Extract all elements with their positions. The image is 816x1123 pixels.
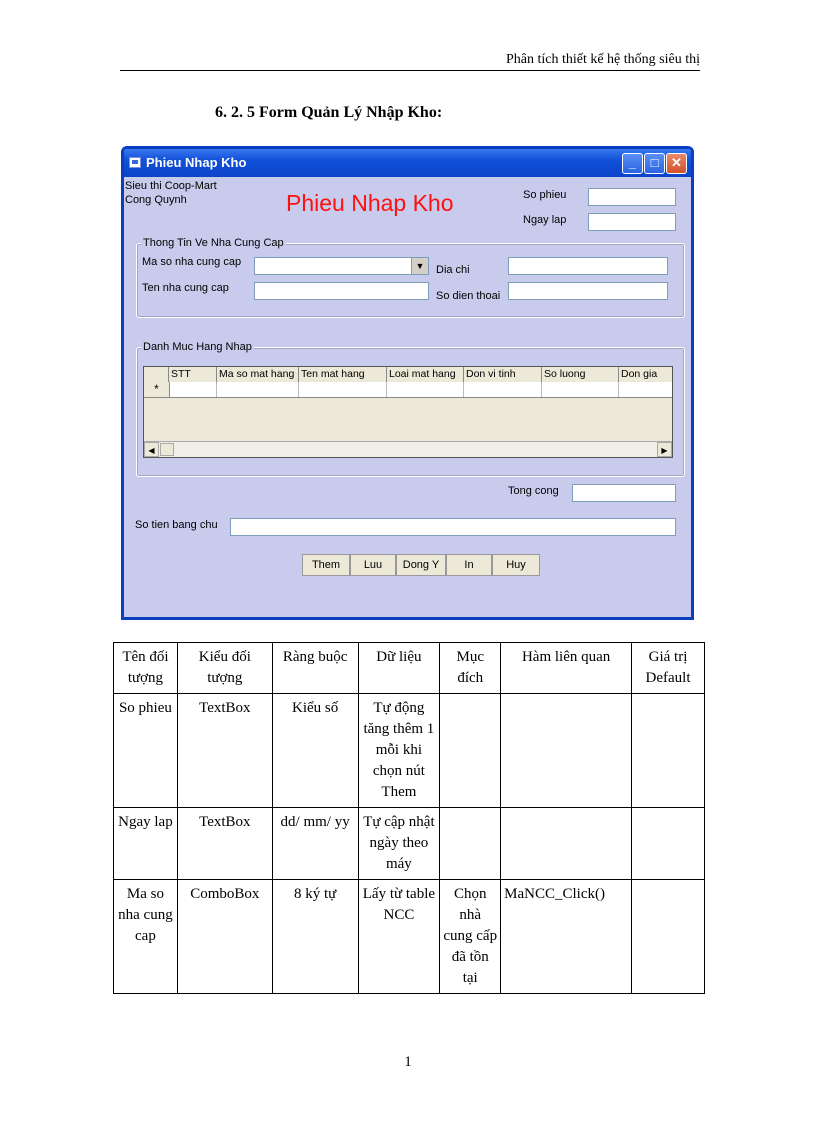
table-header-cell: Giá trị Default [632,643,705,694]
horizontal-scrollbar[interactable] [144,441,672,457]
window-icon [129,157,141,168]
maximize-icon[interactable]: □ [644,153,665,174]
ngay-lap-input[interactable] [588,213,676,231]
table-header-cell: Ràng buộc [272,643,358,694]
col-don-vi-tinh[interactable]: Don vi tinh [464,367,542,382]
tong-cong-label: Tong cong [508,485,559,497]
table-cell: Ngay lap [114,808,178,880]
grid-corner [144,367,169,382]
table-cell: 8 ký tự [272,880,358,994]
table-cell [501,808,632,880]
grid-new-row[interactable] [144,382,672,398]
new-row-marker: * [144,382,170,397]
so-tien-chu-label: So tien bang chu [135,519,218,531]
window-title: Phieu Nhap Kho [146,155,247,170]
table-cell: TextBox [177,694,272,808]
scroll-thumb[interactable] [160,443,174,456]
table-cell: MaNCC_Click() [501,880,632,994]
table-cell: dd/ mm/ yy [272,808,358,880]
col-stt[interactable]: STT [169,367,217,382]
so-tien-chu-input[interactable] [230,518,676,536]
table-cell: Chọn nhà cung cấp đã tồn tại [440,880,501,994]
close-icon[interactable]: ✕ [666,153,687,174]
in-button[interactable]: In [446,554,492,576]
supplier-group [136,243,685,318]
so-dien-thoai-label: So dien thoai [436,290,501,302]
page-number: 1 [404,1054,412,1070]
table-row [114,808,705,880]
items-data-grid[interactable] [143,366,673,458]
scroll-right-icon[interactable]: ▶ [657,442,672,457]
ngay-lap-label: Ngay lap [523,214,567,226]
ma-so-ncc-combobox[interactable] [254,257,429,275]
ten-ncc-label: Ten nha cung cap [142,282,229,294]
items-group-label: Danh Muc Hang Nhap [143,341,252,353]
ma-so-ncc-label: Ma so nha cung cap [142,256,242,268]
section-title: 6. 2. 5 Form Quản Lý Nhập Kho: [215,104,443,121]
table-cell [501,694,632,808]
table-cell: So phieu [114,694,178,808]
table-cell: Ma so nha cung cap [114,880,178,994]
supplier-group-label: Thong Tin Ve Nha Cung Cap [143,237,284,249]
table-cell: Tự cập nhật ngày theo máy [358,808,440,880]
minimize-icon[interactable]: _ [622,153,643,174]
so-dien-thoai-input[interactable] [508,282,668,300]
table-header-cell: Dữ liệu [358,643,440,694]
so-phieu-label: So phieu [523,189,567,201]
col-ten-mat-hang[interactable]: Ten mat hang [299,367,387,382]
dong-y-button[interactable]: Dong Y [396,554,446,576]
dia-chi-label: Dia chi [436,264,470,276]
object-spec-table [113,642,705,994]
dia-chi-input[interactable] [508,257,668,275]
table-header-cell: Kiểu đối tượng [177,643,272,694]
col-ma-so-mat-hang[interactable]: Ma so mat hang [217,367,299,382]
table-cell [632,880,705,994]
table-cell [440,694,501,808]
table-cell: ComboBox [177,880,272,994]
table-cell [440,808,501,880]
chevron-down-icon[interactable]: ▼ [411,258,428,274]
table-cell: Lấy từ table NCC [358,880,440,994]
table-cell [632,808,705,880]
col-so-luong[interactable]: So luong [542,367,619,382]
table-cell: TextBox [177,808,272,880]
table-cell: Kiểu số [272,694,358,808]
form-title: Phieu Nhap Kho [286,190,454,216]
title-bar [124,149,691,177]
scroll-left-icon[interactable]: ◀ [144,442,159,457]
table-header-cell: Mục đích [440,643,501,694]
grid-header-row [144,367,672,383]
table-header-cell: Tên đối tượng [114,643,178,694]
header-rule [120,70,700,71]
phieu-nhap-kho-window [121,146,694,620]
store-branch: Cong Quynh [125,194,187,206]
col-loai-mat-hang[interactable]: Loai mat hang [387,367,464,382]
them-button[interactable]: Them [302,554,350,576]
store-name: Sieu thi Coop-Mart [125,180,217,192]
huy-button[interactable]: Huy [492,554,540,576]
page-header: Phân tích thiết kế hệ thống siêu thị [505,52,700,67]
ten-ncc-input[interactable] [254,282,429,300]
table-row [114,694,705,808]
col-don-gia[interactable]: Don gia [619,367,673,382]
table-header-row [114,643,705,694]
so-phieu-input[interactable] [588,188,676,206]
table-header-cell: Hàm liên quan [501,643,632,694]
luu-button[interactable]: Luu [350,554,396,576]
table-row [114,880,705,994]
table-cell: Tự động tăng thêm 1 mỗi khi chọn nút Them [358,694,440,808]
table-cell [632,694,705,808]
tong-cong-input[interactable] [572,484,676,502]
